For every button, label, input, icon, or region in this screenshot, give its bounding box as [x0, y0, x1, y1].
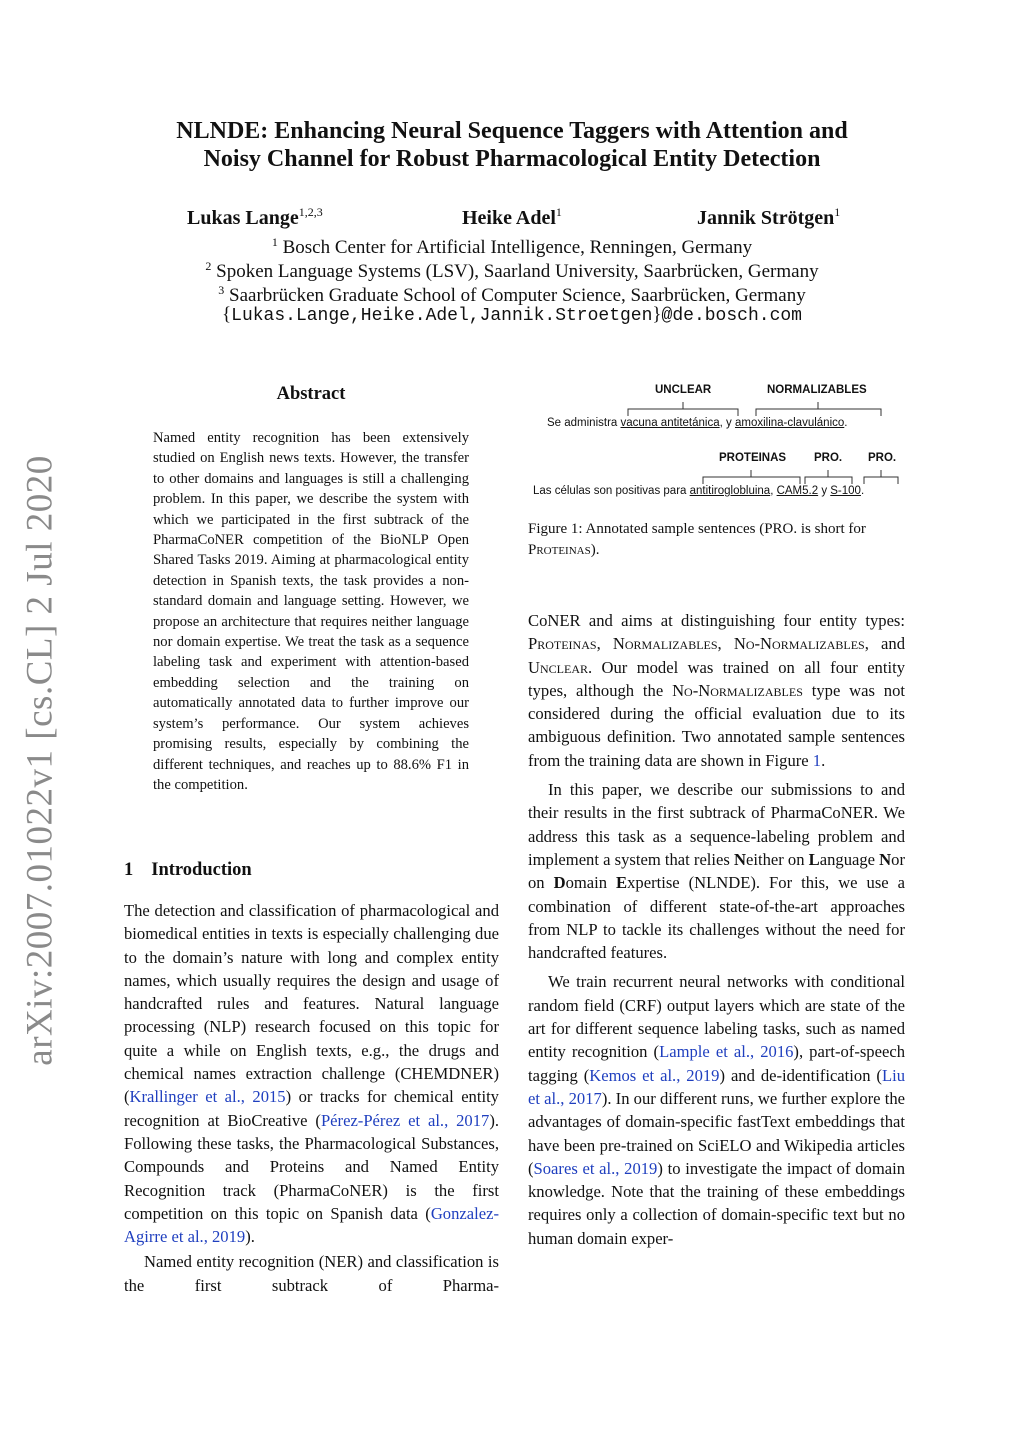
title-line-2: Noisy Channel for Robust Pharmacological Entity Detection — [203, 146, 821, 172]
sentence-1-mid: , y — [719, 417, 735, 429]
intro-paragraph-1 — [124, 899, 499, 1248]
citation-liu-2017[interactable]: Liu et al., 2017 — [528, 1065, 905, 1108]
label-unclear: UNCLEAR — [655, 384, 712, 396]
right-p1-sep-2: , — [717, 634, 734, 654]
bracket-pro-2 — [864, 470, 898, 484]
bracket-unclear — [628, 402, 738, 416]
arxiv-identifier-stamp — [12, 454, 68, 1066]
entity-type-no-normalizables: No-Normalizables — [733, 634, 865, 654]
right-p1-sep-1: , — [596, 634, 613, 654]
right-paragraph-2 — [528, 778, 905, 964]
affiliation-1-text: Bosch Center for Artificial Intelligence, Renningen, Germany — [282, 237, 753, 258]
paper-title — [120, 117, 904, 173]
sentence-2-pre: Las células son positivas para — [533, 485, 690, 497]
caption-text-b: ). — [590, 542, 600, 558]
intro-p1-text-a: The detection and classification of pharmacological and biomedical entities in texts is especially challenging due to the domain’s nature with long and complex entity names, which usually requires the design and usage of handcrafted rules and features. Natural language processing (NLP) research focused on this topic for quite a while on English texts, e.g., the drugs and chemical names extraction challenge (CHEMDNER) ( — [124, 901, 499, 1107]
acronym-letter-e: E — [616, 873, 628, 893]
right-p2-word-1: either on — [745, 849, 809, 869]
acronym-letter-l: L — [808, 849, 820, 869]
sentence-1-post: . — [844, 417, 848, 429]
intro-paragraph-2: Named entity recognition (NER) and classification is the first subtrack of Pharma- — [124, 1252, 499, 1295]
entity-type-no-normalizables-2: No-Normalizables — [672, 680, 803, 700]
right-p2-word-5: xpertise (NLNDE). For this, we use a combination of different state-of-the-art approaches from NLP to tackle its challenges without the need for handcrafted features. — [528, 873, 906, 963]
right-p1-text-c: type was not considered during the official evaluation due to its ambiguous definition. Two annotated sample sentences from the training data are shown in Figure — [528, 680, 906, 770]
right-column-body — [528, 609, 905, 1250]
acronym-letter-d: D — [553, 873, 566, 893]
email-brace-close: } — [652, 304, 662, 325]
acronym-letter-n1: N — [734, 849, 746, 869]
right-p2-word-3: or on — [528, 849, 905, 893]
author-emails — [120, 304, 904, 326]
sentence-2-sep-1: , — [770, 485, 777, 497]
right-p2-word-2: anguage — [819, 849, 880, 869]
intro-p1-text-c: ). Following these tasks, the Pharmacological Substances, Compounds and Proteins and Named Entity Recognition track (PharmaCoNER) is the first competition on this topic on Spanish data ( — [124, 1110, 499, 1223]
affiliation-3-sup: 3 — [218, 283, 225, 297]
sentence-1-pre: Se administra — [547, 417, 621, 429]
email-names: Lukas.Lange,Heike.Adel,Jannik.Stroetgen — [231, 306, 653, 326]
right-p3-text-c: ) and de-identification ( — [719, 1065, 882, 1085]
author-2-name: Heike Adel — [462, 207, 556, 229]
figure-1-caption — [528, 519, 905, 561]
email-domain: @de.bosch.com — [661, 306, 802, 326]
entity-cam5-2: CAM5.2 — [776, 485, 819, 497]
author-3-name: Jannik Strötgen — [697, 207, 835, 229]
label-normalizables: NORMALIZABLES — [767, 384, 867, 396]
citation-perez-perez-2017[interactable]: Pérez-Pérez et al., 2017 — [320, 1110, 490, 1130]
entity-vacuna-antitetanica: vacuna antitetánica — [620, 417, 720, 429]
arxiv-identifier-text: arXiv:2007.01022v1 [cs.CL] 2 Jul 2020 — [19, 454, 61, 1066]
affiliation-1-sup: 1 — [271, 235, 278, 249]
citation-kemos-2019[interactable]: Kemos et al., 2019 — [589, 1065, 720, 1085]
right-p2-word-4: omain — [565, 873, 617, 893]
right-p3-text-d: ). In our different runs, we further explore the advantages of domain-specific fastText embeddings that have been pre-trained on SciELO and Wikipedia articles ( — [528, 1088, 905, 1178]
caption-text-a: Figure 1: Annotated sample sentences (PRO. is short for — [528, 521, 866, 537]
figure-reference-1[interactable]: 1 — [812, 750, 822, 770]
right-p2-text-a: In this paper, we describe our submissions to and their results in the first subtrack of PharmaCoNER. We address this task as a sequence-labeling problem and implement a system that relies — [528, 780, 905, 869]
right-paragraph-1 — [528, 609, 905, 772]
author-1-sup: 1,2,3 — [298, 205, 323, 219]
figure-1 — [525, 378, 915, 508]
right-p1-text-a: CoNER and aims at distinguishing four entity types: — [528, 611, 905, 630]
intro-p1-text-b: ) or tracks for chemical entity recognition at BioCreative ( — [124, 1087, 499, 1130]
intro-p1-text-d: ). — [245, 1227, 255, 1247]
right-p3-text-e: ) to investigate the impact of domain knowledge. Note that the training of these embeddings requires only a collection of domain-specific text but no human domain exper- — [528, 1158, 905, 1248]
section-heading-introduction — [124, 860, 252, 881]
author-2-sup: 1 — [555, 205, 562, 219]
author-3 — [697, 205, 840, 230]
right-paragraph-3 — [528, 970, 905, 1250]
affiliation-2-sup: 2 — [205, 259, 212, 273]
label-proteinas: PROTEINAS — [719, 452, 787, 464]
entity-type-unclear: Unclear — [528, 657, 588, 677]
affiliation-3-text: Saarbrücken Graduate School of Computer Science, Saarbrücken, Germany — [229, 285, 806, 306]
citation-lample-2016[interactable]: Lample et al., 2016 — [659, 1042, 794, 1062]
left-column-body — [124, 899, 499, 1297]
citation-gonzalez-agirre-2019[interactable]: Gonzalez-Agirre et al., 2019 — [124, 1203, 499, 1247]
bracket-normalizables — [756, 402, 881, 416]
bracket-pro-1 — [805, 470, 852, 484]
figure-sentence-2 — [533, 485, 864, 497]
entity-amoxilina-clavulanico: amoxilina-clavulánico — [734, 417, 845, 429]
abstract-heading: Abstract — [276, 384, 346, 404]
author-1-name: Lukas Lange — [187, 207, 299, 229]
author-1 — [187, 205, 323, 230]
entity-s-100: S-100 — [830, 485, 861, 497]
title-line-1: NLNDE: Enhancing Neural Sequence Taggers with Attention and — [176, 118, 848, 144]
citation-soares-2019[interactable]: Soares et al., 2019 — [533, 1158, 658, 1178]
abstract-body: Named entity recognition has been extensively studied on English news texts. However, the transfer to other domains and languages is still a challenging problem. In this paper, we describe the system with which we participated in the first subtrack of the PharmaCoNER competition of the BioNLP Open Shared Tasks 2019. Aiming at pharmacological entity detection in Spanish texts, the task provides a non-standard domain and language setting. However, we propose an architecture that requires neither language nor domain expertise. We treat the task as a sequence labeling task and experiment with attention-based embedding selection and the training on automatically annotated data to further improve our system’s performance. Our system achieves promising results, especially by combining the different techniques, and reaches up to 88.6% F1 in the competition. — [153, 430, 469, 793]
bracket-proteinas — [703, 470, 800, 484]
sentence-2-post: . — [860, 485, 865, 497]
label-pro-1: PRO. — [814, 452, 843, 464]
figure-sentence-1 — [547, 417, 847, 429]
caption-small-caps: Proteinas — [528, 542, 591, 558]
entity-type-proteinas: Proteinas — [528, 634, 597, 654]
right-p1-text-d: . — [821, 750, 826, 770]
email-brace-open: { — [222, 304, 232, 325]
author-2 — [462, 205, 562, 230]
right-p3-text-a: We train recurrent neural networks with conditional random field (CRF) output layers which are state of the art for different sequence labeling tasks, such as named entity recognition ( — [528, 972, 905, 1062]
right-p1-sep-3: , and — [864, 634, 905, 654]
acronym-letter-n2: N — [879, 849, 892, 869]
sentence-2-sep-2: y — [818, 485, 831, 497]
section-title: Introduction — [151, 860, 252, 880]
section-number: 1 — [124, 860, 134, 880]
entity-antitiroglobluina: antitiroglobluina — [689, 485, 771, 497]
affiliation-2-text: Spoken Language Systems (LSV), Saarland University, Saarbrücken, Germany — [216, 261, 819, 282]
author-3-sup: 1 — [834, 205, 841, 219]
right-p3-text-b: ), part-of-speech tagging ( — [528, 1042, 905, 1085]
label-pro-2: PRO. — [868, 452, 897, 464]
entity-type-normalizables: Normalizables — [612, 634, 718, 654]
citation-krallinger-2015[interactable]: Krallinger et al., 2015 — [129, 1087, 286, 1107]
right-p1-text-b: . Our model was trained on all four entity types, although the — [528, 657, 905, 700]
